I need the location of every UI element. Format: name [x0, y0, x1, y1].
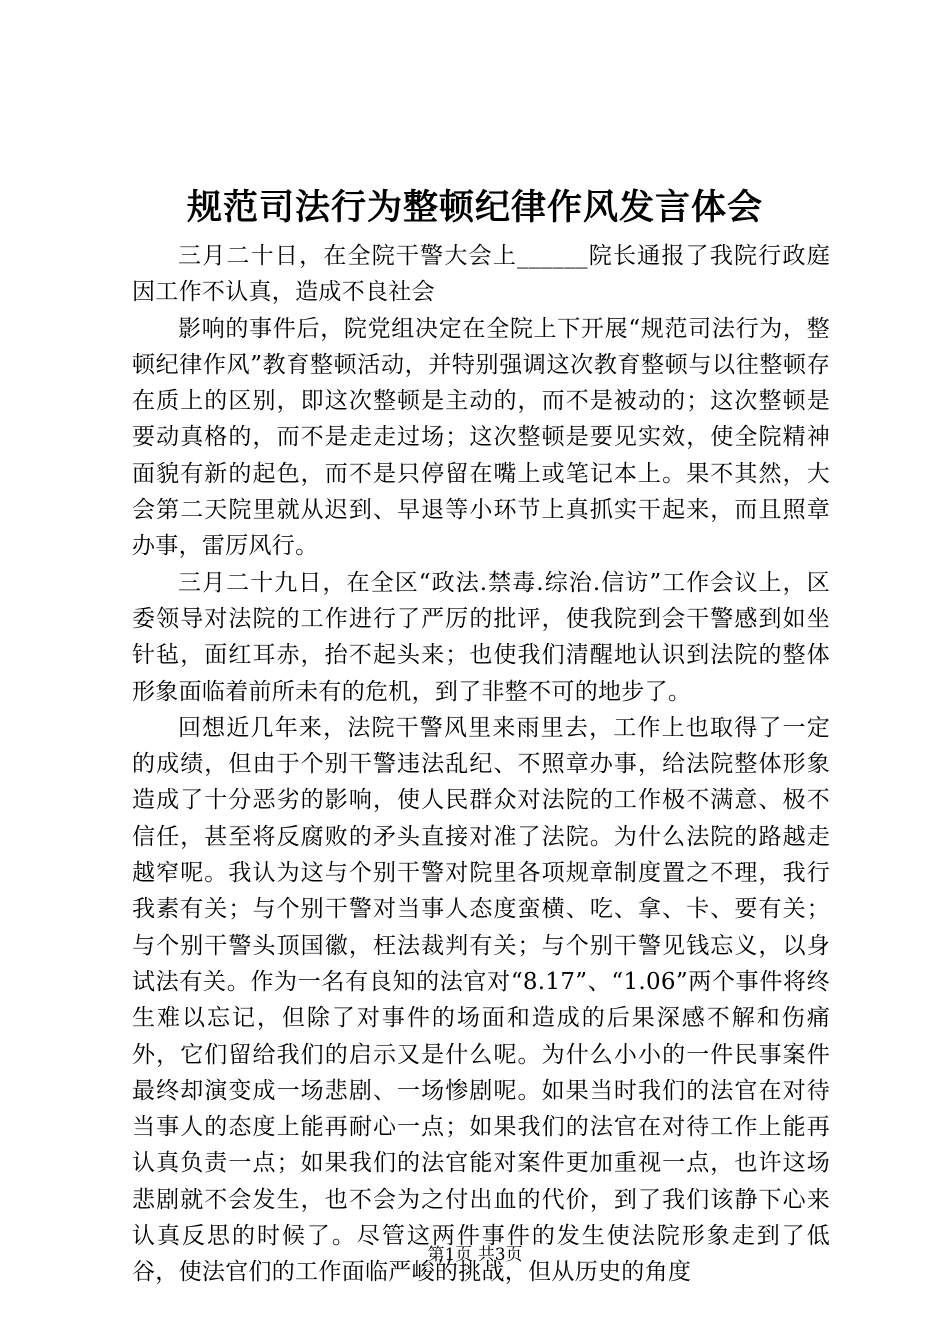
paragraph: 回想近几年来，法院干警风里来雨里去，工作上也取得了一定的成绩，但由于个别干警违法乱纪、不照章办事，给法院整体形象造成了十分恶劣的影响，使人民群众对法院的工作极不满意、极不信任，甚至将反腐败的矛头直接对准了法院。为什么法院的路越走越窄呢。我认为这与个别干警对院里各项规章制度置之不理，我行我素有关；与个别干警对当事人态度蛮横、吃、拿、卡、要有关；与个别干警头顶国徽，枉法裁判有关；与个别干警见钱忘义，以身试法有关。作为一名有良知的法官对“8.17”、“1.06”两个事件将终生难以忘记，但除了对事件的场面和造成的后果深感不解和伤痛外，它们留给我们的启示又是什么呢。为什么小小的一件民事案件最终却演变成一场悲剧、一场惨剧呢。如果当时我们的法官在对待当事人的态度上能再耐心一点；如果我们的法官在对待工作上能再认真负责一点；如果我们的法官能对案件更加重视一点，也许这场悲剧就不会发生，也不会为之付出血的代价，到了我们该静下心来认真反思的时候了。尽管这两件事件的发生使法院形象走到了低谷，使法官们的工作面临严峻的挑战，但从历史的角度	[132, 714, 830, 1286]
paragraph: 影响的事件后，院党组决定在全院上下开展“规范司法行为，整顿纪律作风”教育整顿活动，并特别强调这次教育整顿与以往整顿存在质上的区别，即这次整顿是主动的，而不是被动的；这次整顿是要动真格的，而不是走走过场；这次整顿是要见实效，使全院精神面貌有新的起色，而不是只停留在嘴上或笔记本上。果不其然，大会第二天院里就从迟到、早退等小环节上真抓实干起来，而且照章办事，雷厉风行。	[132, 315, 830, 560]
page-number-footer: 第1页 共3页	[427, 1245, 523, 1265]
document-title: 规范司法行为整顿纪律作风发言体会	[186, 187, 763, 228]
paragraph: 三月二十日，在全院干警大会上______院长通报了我院行政庭因工作不认真，造成不良社会	[132, 243, 830, 306]
paragraph: 三月二十九日，在全区“政法.禁毒.综治.信访”工作会议上，区委领导对法院的工作进行了严厉的批评，使我院到会干警感到如坐针毡，面红耳赤，抬不起头来；也使我们清醒地认识到法院的整体形象面临着前所未有的危机，到了非整不可的地步了。	[132, 569, 830, 705]
document-body	[132, 238, 830, 1291]
